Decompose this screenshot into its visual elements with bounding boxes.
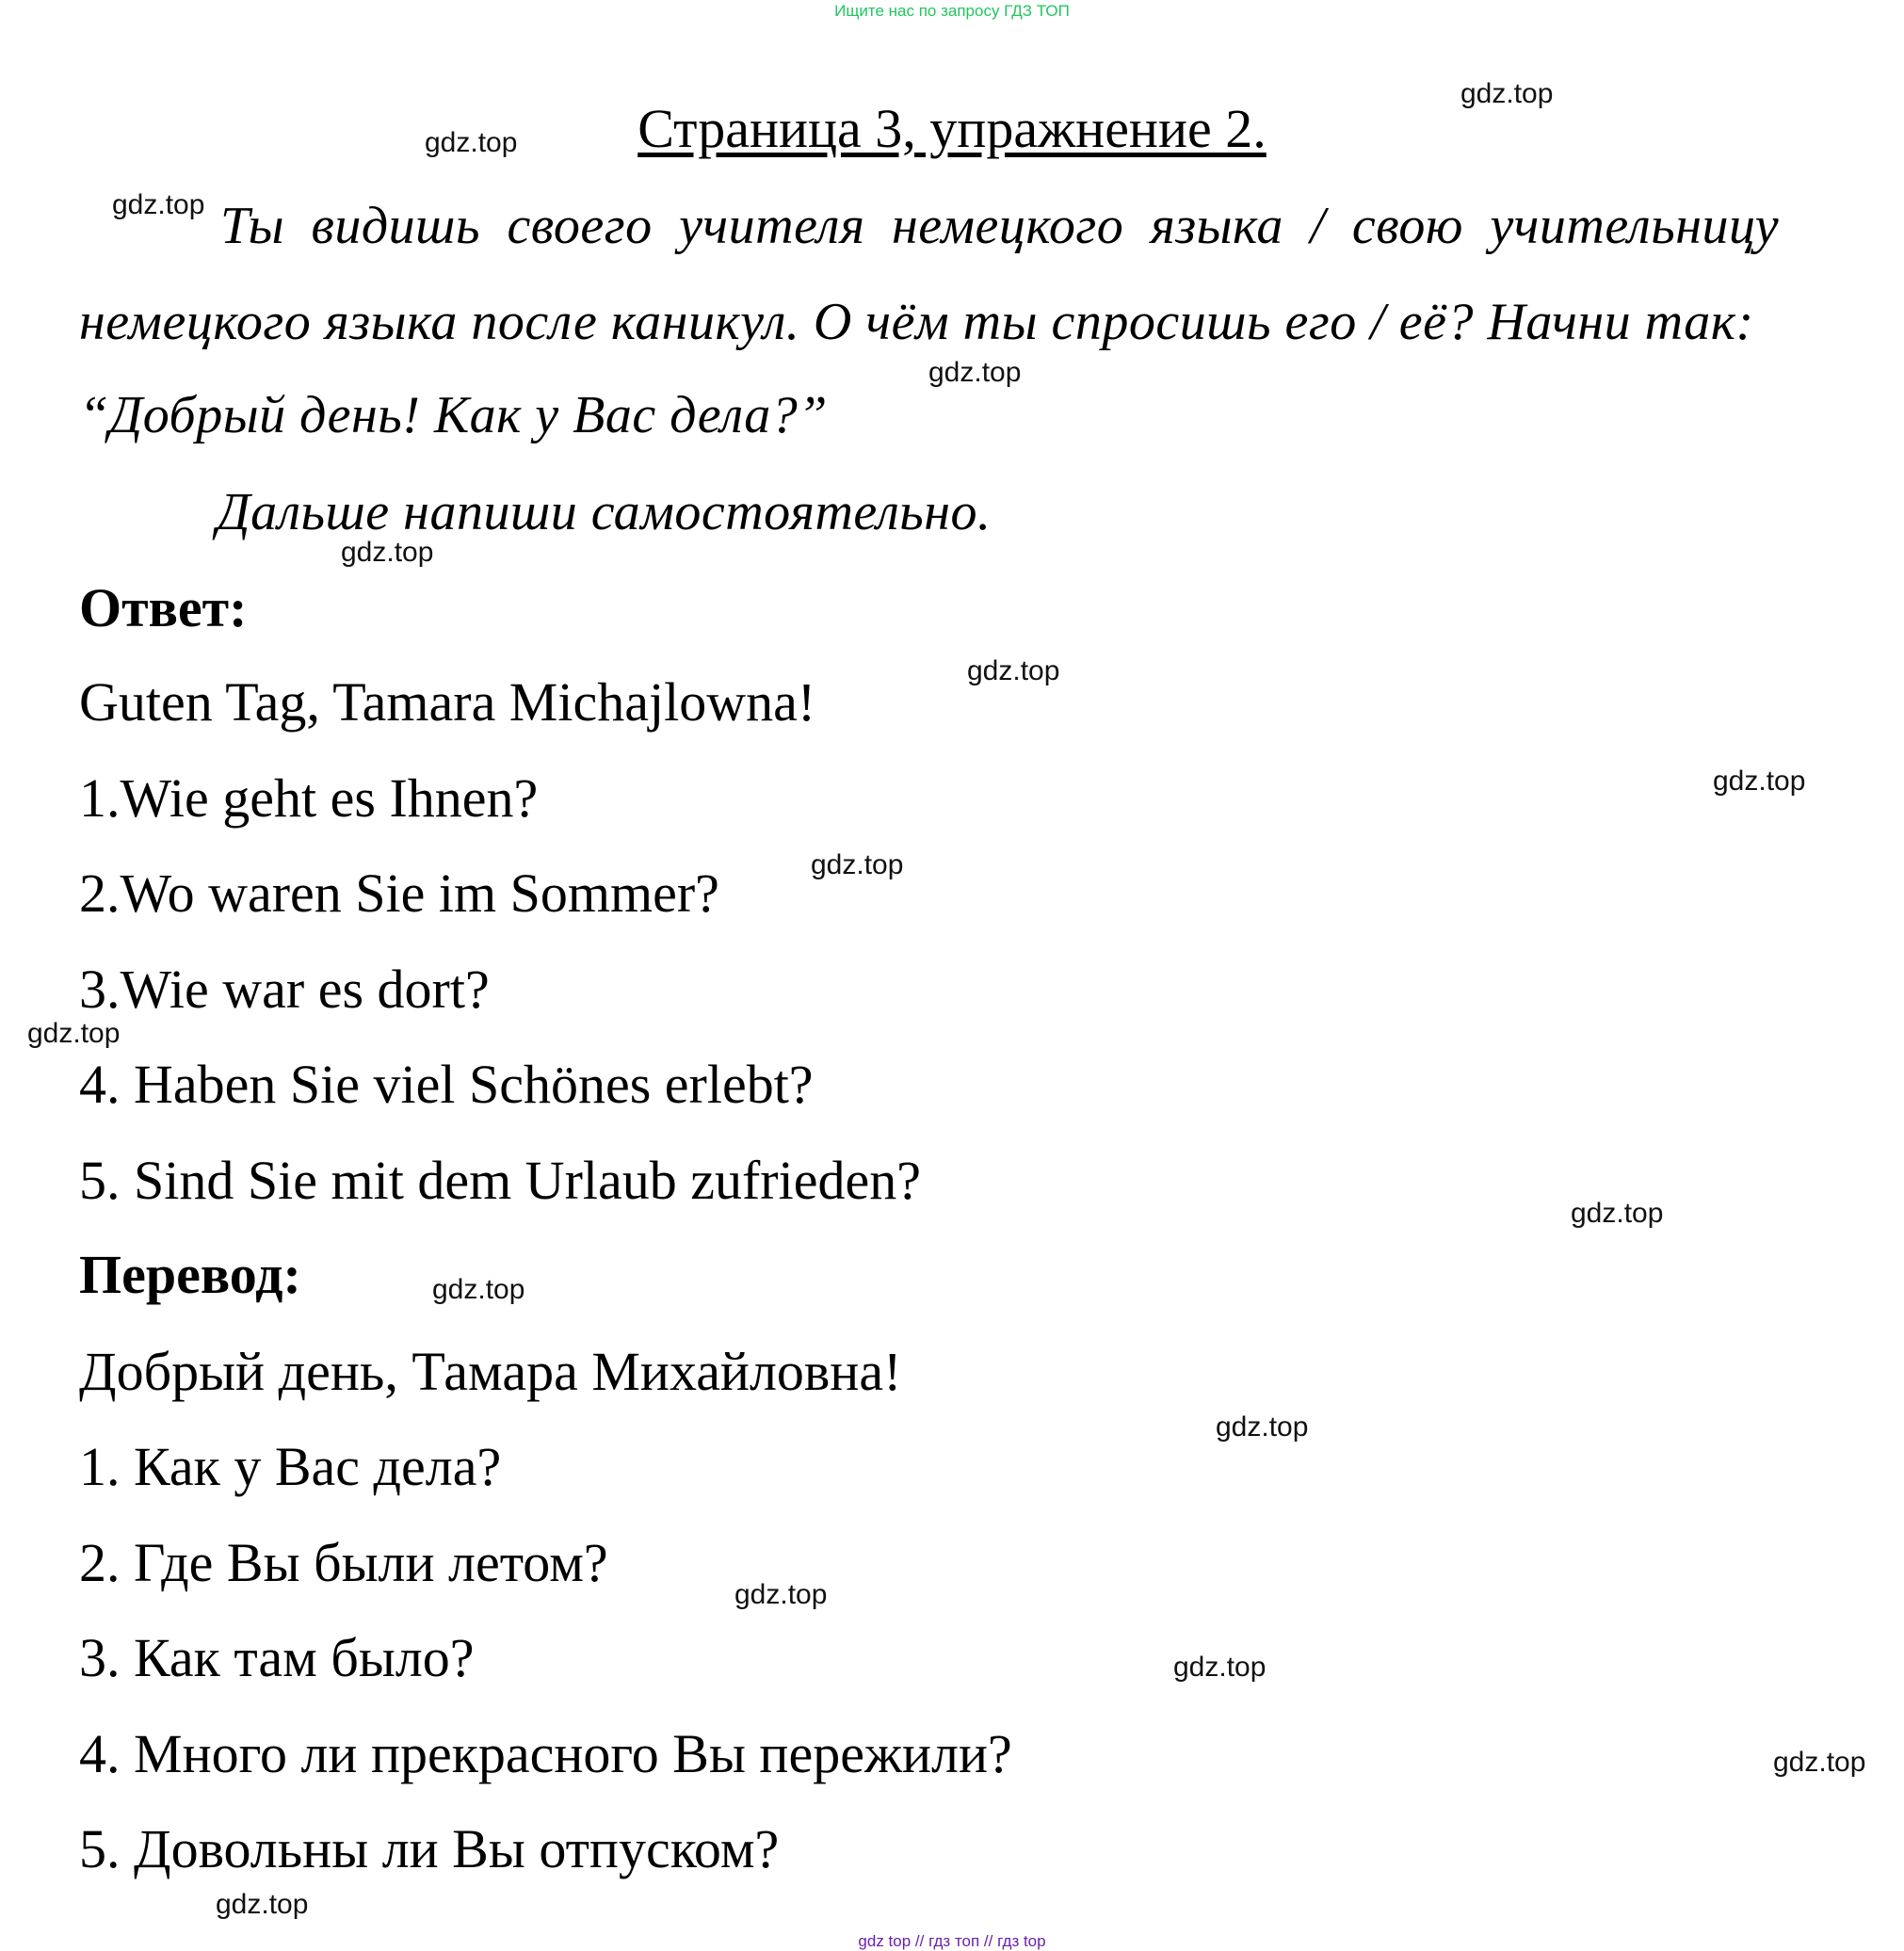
watermark: gdz.top: [27, 1018, 121, 1049]
translation-item: 4. Много ли прекрасного Вы пережили?: [79, 1723, 1012, 1784]
answer-item: 4. Haben Sie viel Schönes erlebt?: [79, 1054, 814, 1115]
watermark: gdz.top: [112, 189, 205, 220]
translation-heading: Перевод:: [79, 1244, 301, 1305]
watermark: gdz.top: [1713, 766, 1806, 797]
watermark: gdz.top: [216, 1889, 309, 1920]
page-title: Страница 3, упражнение 2.: [637, 98, 1267, 159]
watermark: gdz.top: [734, 1579, 828, 1610]
answer-item: 2.Wo waren Sie im Sommer?: [79, 863, 719, 924]
watermark: gdz.top: [432, 1274, 525, 1305]
bottom-banner: gdz top // гдз топ // гдз top: [858, 1932, 1046, 1950]
watermark: gdz.top: [1773, 1747, 1866, 1778]
watermark: gdz.top: [341, 537, 434, 568]
watermark: gdz.top: [928, 357, 1022, 388]
answer-item: 5. Sind Sie mit dem Urlaub zufrieden?: [79, 1150, 921, 1211]
task-text-line-3: “Добрый день! Как у Вас дела?”: [79, 386, 828, 444]
watermark: gdz.top: [811, 849, 904, 880]
watermark: gdz.top: [425, 127, 518, 158]
answer-item: 1.Wie geht es Ihnen?: [79, 767, 539, 829]
answer-heading: Ответ:: [79, 577, 248, 638]
translation-item: 2. Где Вы были летом?: [79, 1532, 608, 1593]
translation-item: 3. Как там было?: [79, 1627, 475, 1688]
watermark: gdz.top: [1216, 1411, 1309, 1443]
watermark: gdz.top: [967, 655, 1060, 686]
watermark: gdz.top: [1571, 1198, 1664, 1229]
translation-greeting: Добрый день, Тамара Михайловна!: [79, 1341, 902, 1402]
watermark: gdz.top: [1460, 78, 1554, 109]
watermark: gdz.top: [1173, 1652, 1267, 1683]
task-text-line-2: немецкого языка после каникул. О чём ты спросишь его / её? Начни так:: [79, 293, 1754, 351]
answer-greeting: Guten Tag, Tamara Michajlowna!: [79, 671, 816, 733]
task-text-line-1: Ты видишь своего учителя немецкого языка / свою учительницу: [220, 197, 1780, 255]
answer-item: 3.Wie war es dort?: [79, 959, 490, 1020]
task-text-line-4: Дальше напиши самостоятельно.: [217, 483, 992, 541]
top-banner: Ищите нас по запросу ГДЗ ТОП: [834, 2, 1070, 20]
translation-item: 5. Довольны ли Вы отпуском?: [79, 1818, 780, 1879]
translation-item: 1. Как у Вас дела?: [79, 1436, 502, 1497]
